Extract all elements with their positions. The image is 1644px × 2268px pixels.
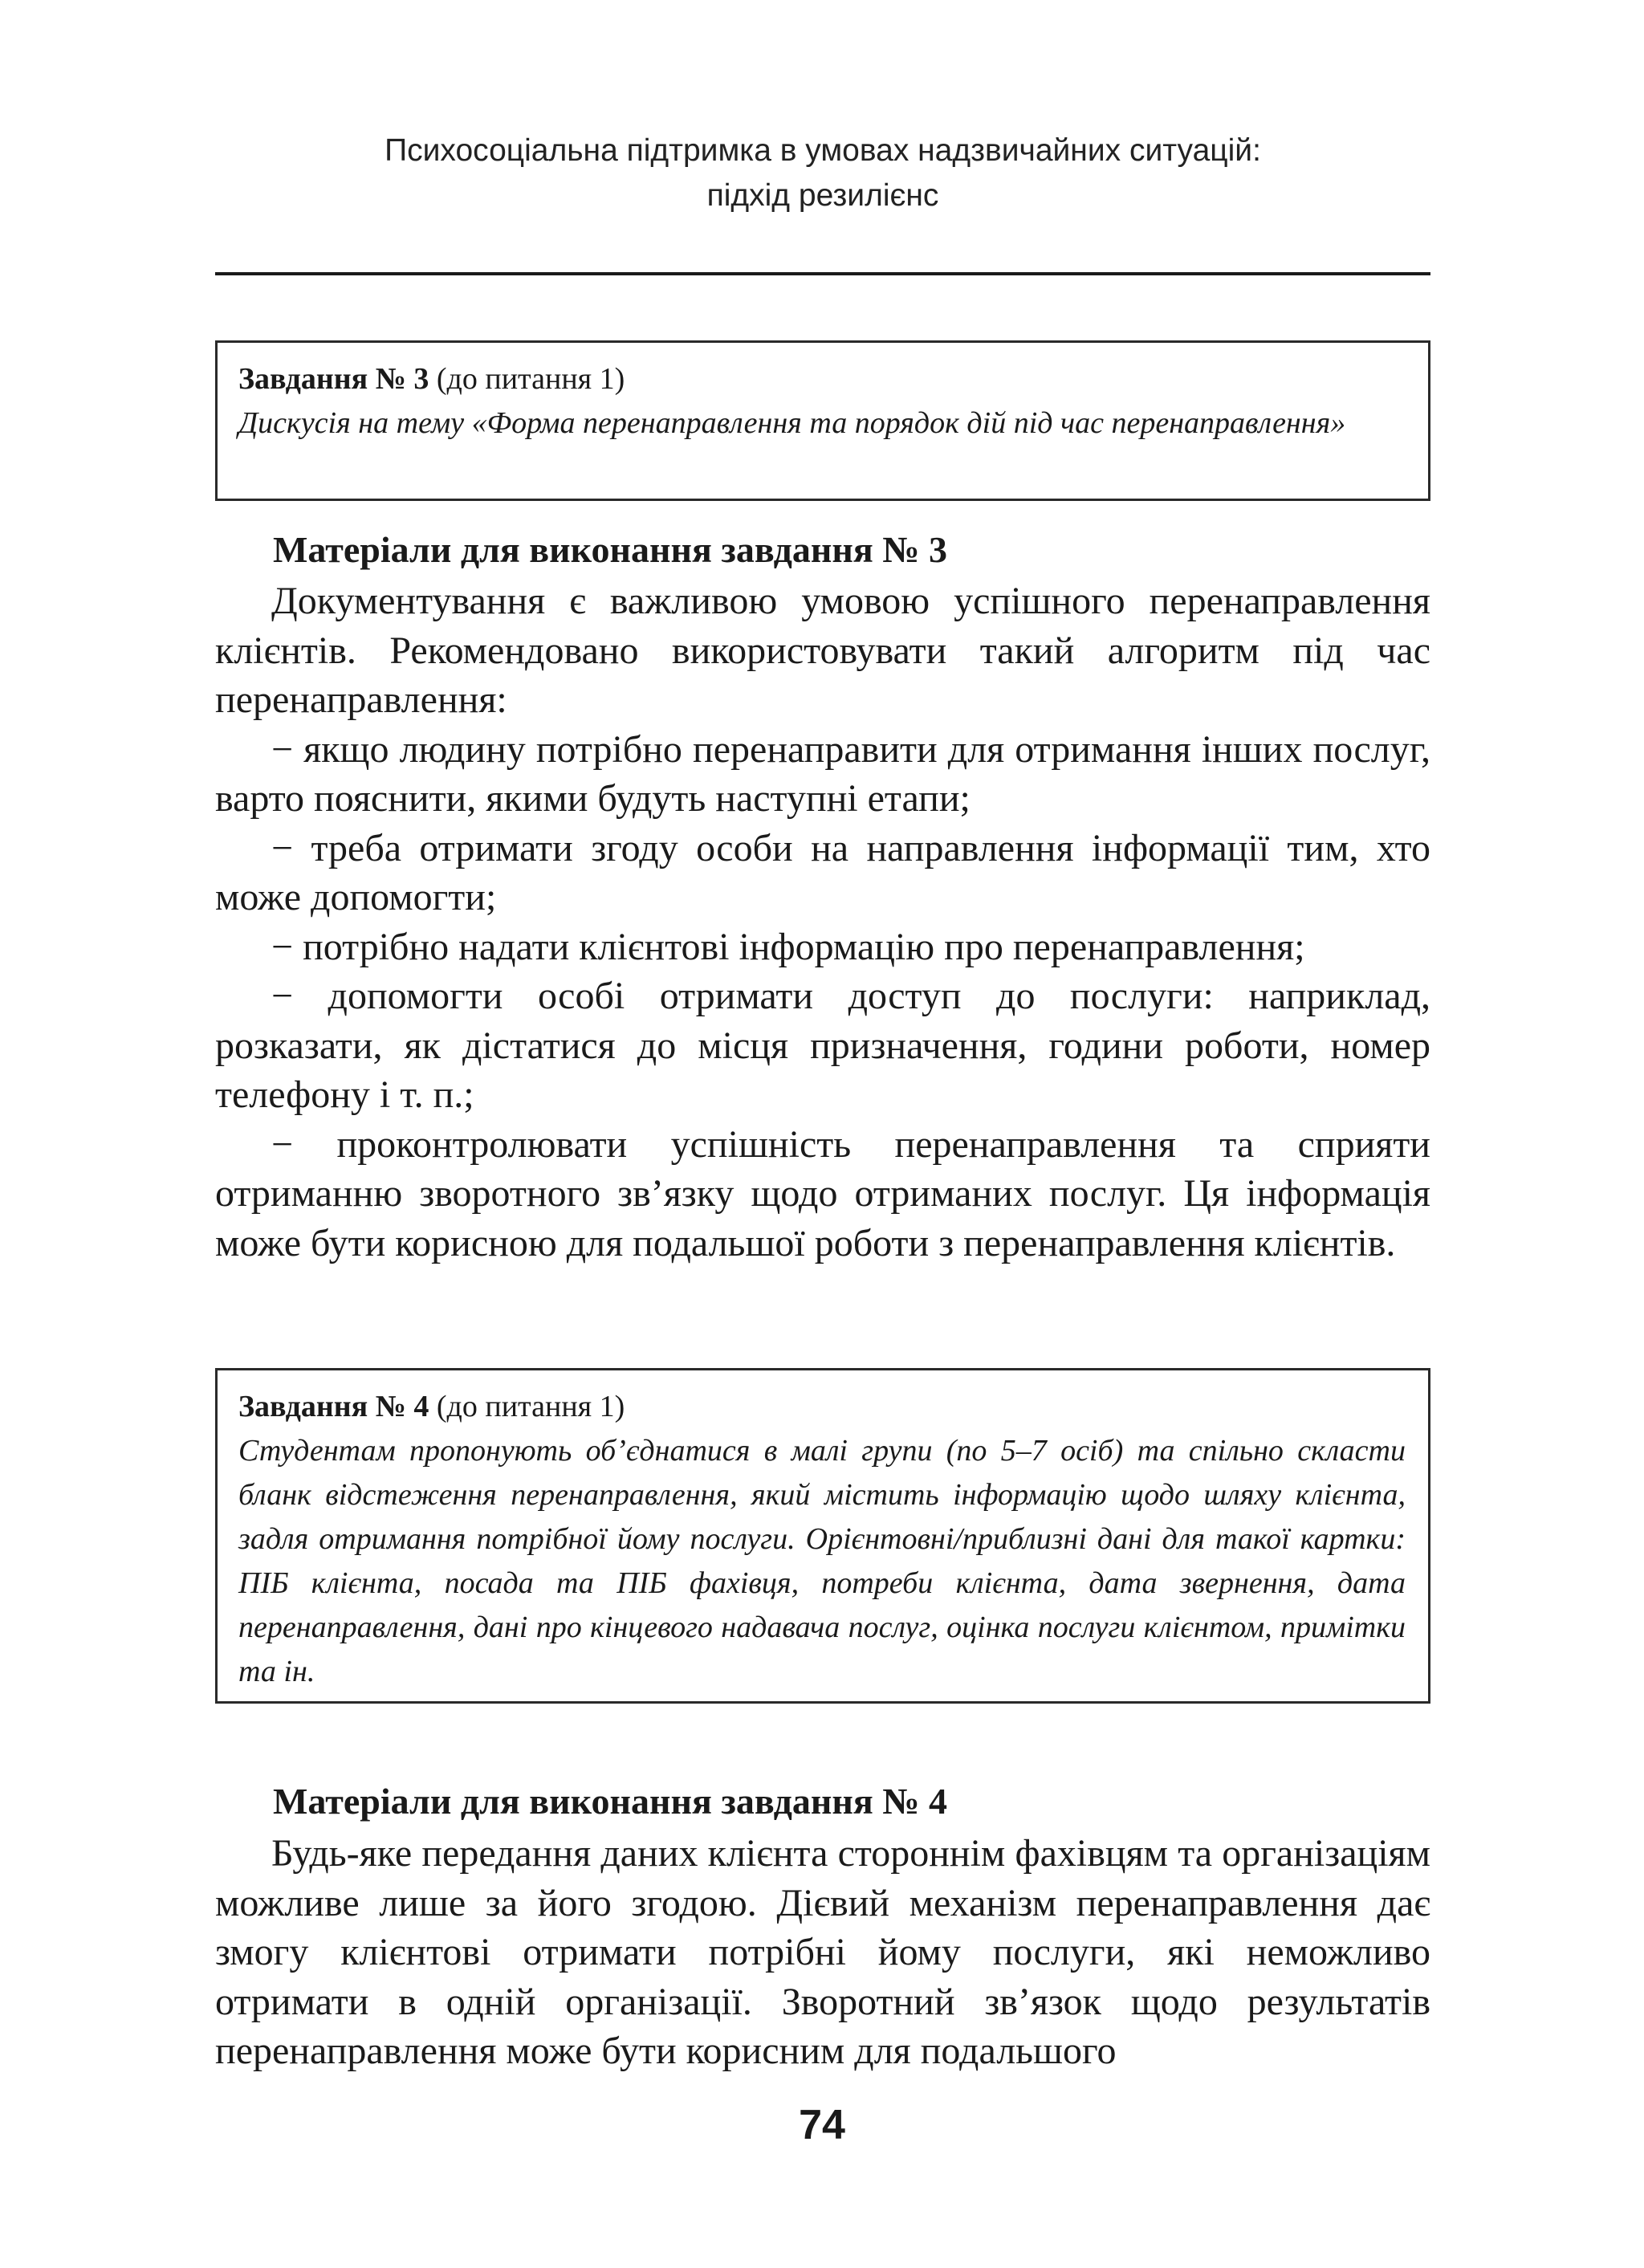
materials-3-list-item: − потрібно надати клієнтові інформацію про перенаправлення;: [271, 925, 1305, 968]
task-3-box: [215, 340, 1430, 501]
task-3-title: Завдання № 3: [238, 362, 429, 396]
task-4-title-line: [238, 1385, 1406, 1429]
task-4-description: Студентам пропонують об’єднатися в малі групи (по 5–7 осіб) та спільно скласти бланк відстеження перенаправлення, який містить інформацію щодо шляху клієнта, задля отримання потрібної йому послуги. Орієнтовні/приблизні дані для такої картки: ПІБ клієнта, посада та ПІБ фахівця, потреби клієнта, дата звернення, дата перенаправлення, дані про кінцевого надавача послуг, оцінка послуги клієнтом, примітки та ін.: [238, 1434, 1406, 1688]
page-number: 74: [799, 2102, 845, 2148]
materials-4-body: [215, 1829, 1430, 2076]
materials-3-list-item: − проконтролювати успішність перенаправлення та сприяти отриманню зворотного зв’язку щодо отриманих послуг. Ця інформація може бути корисною для подальшої роботи з перенаправлення клієнтів.: [215, 1122, 1430, 1264]
running-header-line-2: підхід резилієнс: [706, 178, 939, 213]
materials-3-body: [215, 576, 1430, 1268]
task-3-reference: (до питання 1): [429, 362, 625, 396]
task-4-title: Завдання № 4: [238, 1390, 429, 1423]
task-3-description: Дискусія на тему «Форма перенаправлення та порядок дій під час перенаправлення»: [238, 406, 1346, 440]
materials-3-paragraph: Документування є важливою умовою успішного перенаправлення клієнтів. Рекомендовано використовувати такий алгоритм під час перенаправлення:: [215, 580, 1430, 721]
materials-3-heading: Матеріали для виконання завдання № 3: [273, 529, 947, 570]
header-rule: [215, 272, 1430, 275]
task-3-title-line: [238, 357, 1406, 401]
running-header-line-1: Психосоціальна підтримка в умовах надзвичайних ситуацій:: [385, 133, 1261, 168]
materials-4-paragraph: Будь-яке передання даних клієнта стороннім фахівцям та організаціям можливе лише за його згодою. Дієвий механізм перенаправлення дає змогу клієнтові отримати потрібні йому послуги, які неможливо отримати в одній організації. Зворотний зв’язок щодо результатів перенаправлення може бути корисним для подальшого: [215, 1832, 1430, 2072]
materials-4-heading: Матеріали для виконання завдання № 4: [273, 1781, 947, 1822]
task-4-box: [215, 1368, 1430, 1704]
task-4-reference: (до питання 1): [429, 1390, 625, 1423]
materials-3-list-item: − допомогти особі отримати доступ до послуги: наприклад, розказати, як дістатися до місця призначення, години роботи, номер телефону і т. п.;: [215, 975, 1430, 1116]
materials-3-list-item: − якщо людину потрібно перенаправити для отримання інших послуг, варто пояснити, якими будуть наступні етапи;: [215, 727, 1430, 820]
materials-3-list-item: − треба отримати згоду особи на направлення інформації тим, хто може допомогти;: [215, 826, 1430, 918]
running-header: [217, 128, 1429, 218]
